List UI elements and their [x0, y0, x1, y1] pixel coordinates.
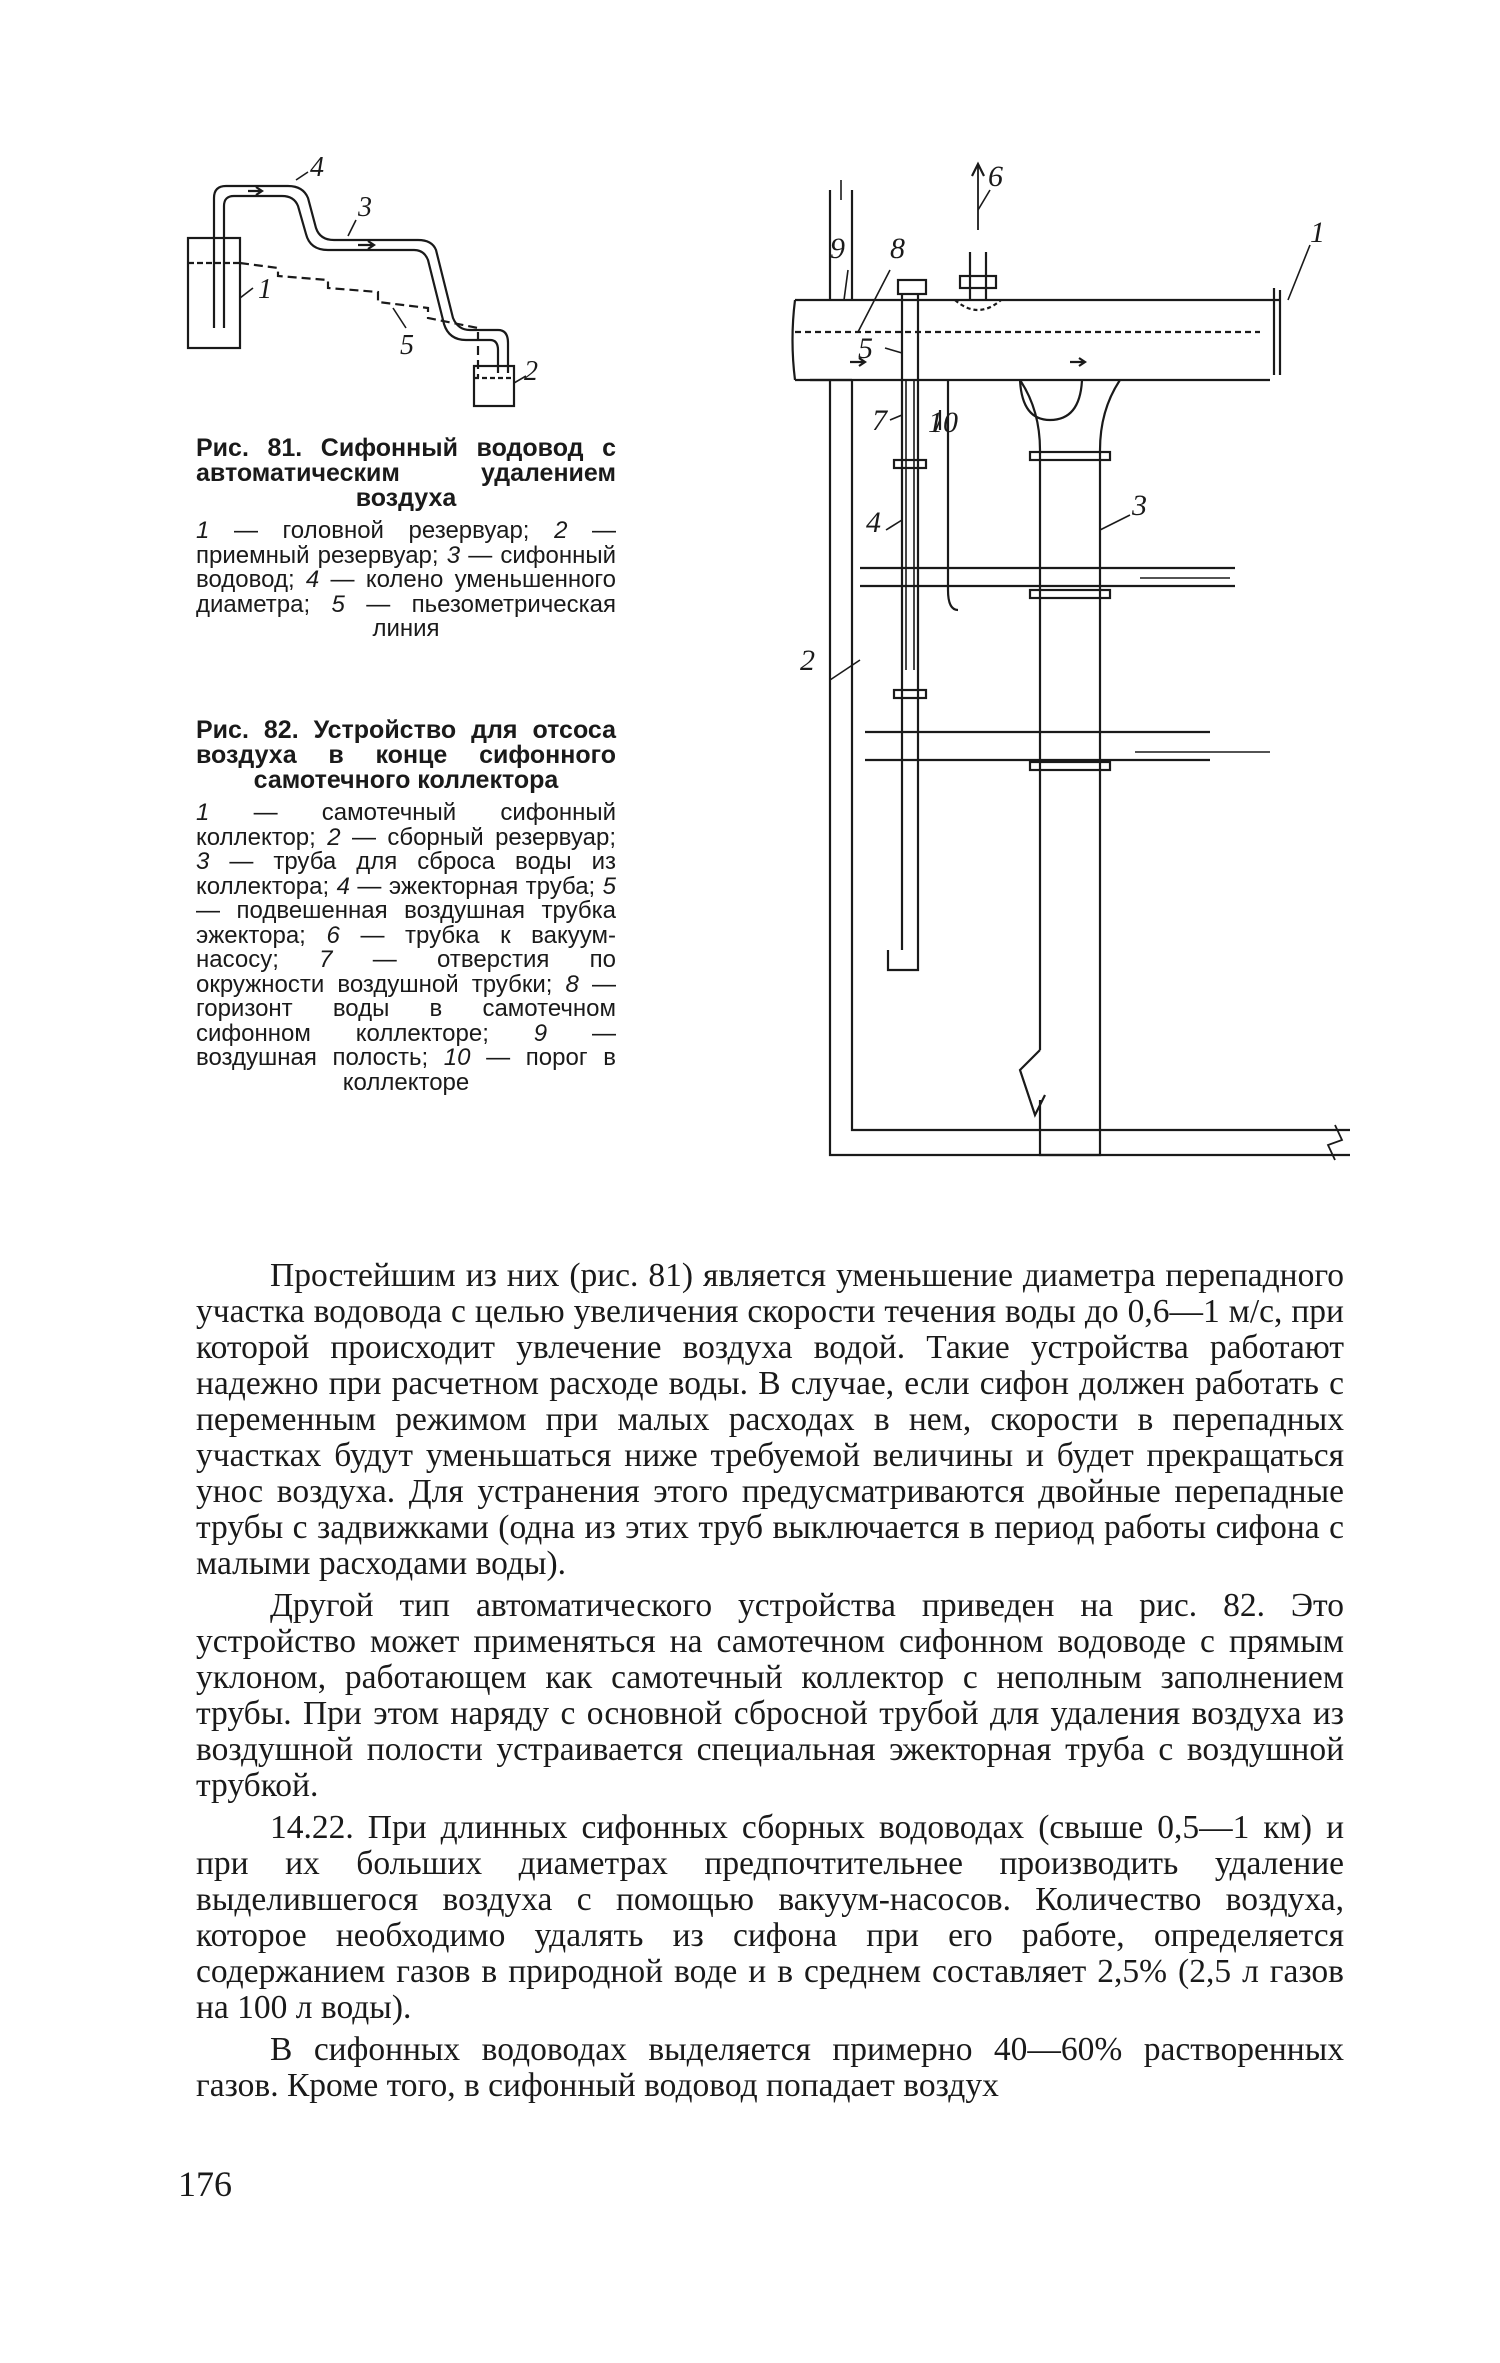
fig82-label-7: 7	[872, 404, 887, 437]
legend-item: 1 — головной резервуар;	[196, 517, 530, 544]
fig81-label-4: 4	[310, 152, 324, 183]
legend-item: 2 — сборный резервуар;	[327, 823, 616, 851]
piezometric-line	[240, 263, 478, 378]
fig82-label-3: 3	[1132, 489, 1147, 522]
legend-item: 9 — воздушная полость;	[196, 1019, 617, 1071]
fig81-label-1: 1	[258, 274, 272, 305]
fig82-label-4: 4	[866, 506, 881, 539]
legend-item: 1 — самотечный сифонный коллектор;	[196, 799, 617, 851]
fig82-label-9: 9	[830, 232, 845, 265]
paragraph: 14.22. При длинных сифонных сборных водоводах (свыше 0,5—1 км) и при их больших диаметрах предпочтительнее производить удаление выделившегося воздуха с помощью вакуум-насосов. Количество воздуха, которое необходимо удалять из сифона при его работе, определяется содержанием газов в природной воде и в среднем составляет 2,5% (2,5 л газов на 100 л воды).	[196, 1809, 1344, 2026]
figure-82-caption-title: Рис. 82. Устройство для отсоса воздуха в конце сифонного самотечного коллектора	[196, 716, 616, 794]
figure-81-caption	[196, 436, 616, 642]
legend-item: 3 — труба для сброса воды из коллектора;	[196, 848, 616, 900]
legend-item: 3 — сифонный водовод;	[196, 541, 616, 593]
figure-82-legend	[196, 801, 616, 1095]
fig82-label-6: 6	[988, 160, 1003, 193]
fig81-label-3: 3	[358, 192, 372, 223]
legend-item: 7 — отверстия по окружности воздушной трубки;	[196, 946, 617, 998]
flow-arrow-icon	[358, 241, 374, 249]
fig82-label-1: 1	[1310, 216, 1325, 249]
flow-arrow-icon	[248, 187, 262, 195]
figure-81-caption-title: Рис. 81. Сифонный водовод с автоматическим удалением воздуха	[196, 434, 616, 512]
paragraph: В сифонных водоводах выделяется примерно 40—60% растворенных газов. Кроме того, в сифонный водовод попадает воздух	[196, 2031, 1344, 2104]
figure-81-siphon-diagram	[178, 152, 698, 418]
fig82-label-10: 10	[928, 406, 958, 439]
legend-item: 10 — порог в коллекторе	[342, 1044, 616, 1096]
fig82-label-8: 8	[890, 232, 905, 265]
paragraph: Другой тип автоматического устройства приведен на рис. 82. Это устройство может применяться на самотечном сифонном водоводе с прямым уклоном, работающем как самотечный коллектор с неполным заполнением трубы. При этом наряду с основной сбросной трубой для удаления воздуха из воздушной полости устраивается специальная эжекторная труба с воздушной трубкой.	[196, 1587, 1344, 1804]
legend-item: 8 — горизонт воды в самотечном сифонном коллекторе;	[196, 970, 616, 1047]
fig81-label-2: 2	[524, 356, 538, 387]
fig82-label-2: 2	[800, 644, 815, 677]
legend-item: 5 — пьезометрическая линия	[331, 590, 617, 642]
paragraph: Простейшим из них (рис. 81) является уменьшение диаметра перепадного участка водовода с целью увеличения скорости течения воды до 0,6—1 м/с, при которой происходит увлечение воздуха водой. Такие устройства работают надежно при расчетном расходе воды. В случае, если сифон должен работать с переменным режимом при малых расходах в нем, скорости в перепадных участках будут уменьшаться ниже требуемой величины и будет прекращаться унос воздуха. Для устранения этого предусматриваются двойные перепадные трубы с задвижками (одна из этих труб выключается в период работы сифона с малыми расходами воды).	[196, 1257, 1344, 1582]
figure-82-air-extraction-device	[790, 160, 1350, 1180]
legend-item: 5 — подвешенная воздушная трубка эжектора;	[196, 872, 617, 949]
legend-item: 2 — приемный резервуар;	[196, 517, 617, 569]
fig82-label-5: 5	[858, 332, 873, 365]
flow-arrow-icon	[1070, 358, 1085, 366]
figure-81-legend	[196, 519, 616, 642]
legend-item: 6 — трубка к вакуум-насосу;	[196, 921, 617, 973]
legend-item: 4 — эжекторная труба;	[336, 872, 596, 900]
fig81-label-5: 5	[400, 330, 414, 361]
page-number: 176	[178, 2164, 232, 2204]
body-text	[196, 1258, 1344, 2110]
legend-item: 4 — колено уменьшенного диаметра;	[196, 566, 617, 618]
figure-82-caption	[196, 718, 616, 1095]
